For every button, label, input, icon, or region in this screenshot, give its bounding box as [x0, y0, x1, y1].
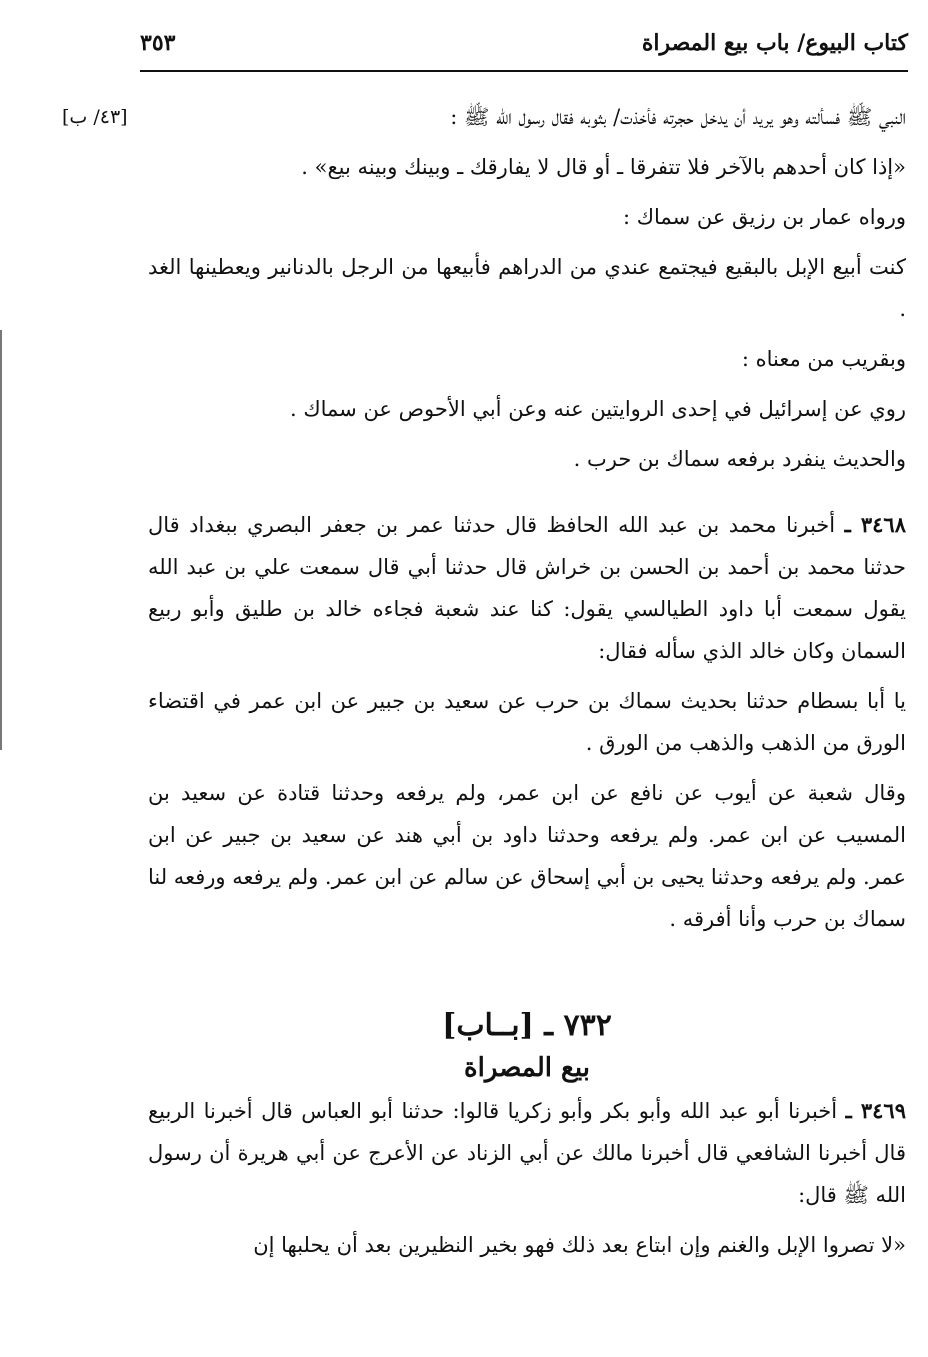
text-block-3 [148, 1090, 906, 1274]
text-block-2 [148, 504, 906, 948]
isnad-text: أخبرنا أبو عبد الله وأبو بكر وأبو زكريا قالوا: حدثنا أبو العباس قال أخبرنا الربيع قال أخبرنا الشافعي قال أخبرنا مالك عن أبي الزناد عن الأعرج عن أبي هريرة أن رسول الله ﷺ قال: [148, 1099, 906, 1207]
page-header [140, 28, 908, 72]
paragraph: وبقريب من معناه : [741, 347, 906, 371]
hadith-quote: «إذا كان أحدهم بالآخر فلا تتفرقا ـ أو قال لا يفارقك ـ وبينك وبينه بيع» . [301, 155, 906, 179]
hadith-number: ٣٤٦٨ ـ [844, 512, 906, 537]
paragraph: روي عن إسرائيل في إحدى الروايتين عنه وعن أبي الأحوص عن سماك . [289, 397, 906, 421]
scan-edge-line [0, 330, 2, 750]
chapter-heading [148, 1004, 906, 1088]
paragraph: ورواه عمار بن رزيق عن سماك : [622, 205, 906, 229]
chapter-subtitle: بيع المصراة [464, 1053, 590, 1083]
isnad-text: أخبرنا محمد بن عبد الله الحافظ قال حدثنا عمر بن جعفر البصري ببغداد قال حدثنا محمد بن أحمد بن الحسن بن خراش قال حدثنا أبي قال سمعت علي بن عبد الله يقول سمعت أبا داود الطيالسي يقول: كنا عند شعبة فجاءه خالد بن طليق وأبو ربيع السمان وكان خالد الذي سأله فقال: [148, 513, 906, 663]
paragraph: كنت أبيع الإبل بالبقيع فيجتمع عندي من الدراهم فأبيعها من الرجل بالدنانير ويعطينها الغد . [148, 255, 906, 321]
running-title: كتاب البيوع/ باب بيع المصراة [641, 30, 908, 56]
hadith-quote: «لا تصروا الإبل والغنم وإن ابتاع بعد ذلك فهو بخير النظيرين بعد أن يحلبها إن [253, 1233, 906, 1257]
page-number: ٣٥٣ [140, 30, 176, 56]
hadith-entry-3469 [148, 1090, 906, 1216]
paragraph: يا أبا بسطام حدثنا بحديث سماك بن حرب عن سعيد بن جبير عن ابن عمر في اقتضاء الورق من الذهب والذهب من الورق . [148, 689, 906, 755]
margin-folio-reference: [٤٣/ ب] [62, 106, 128, 128]
paragraph: وقال شعبة عن أيوب عن نافع عن ابن عمر، ولم يرفعه وحدثنا قتادة عن سعيد بن المسيب عن ابن عمر. ولم يرفعه وحدثنا داود بن أبي هند عن سعيد بن جبير عن ابن عمر. ولم يرفعه وحدثنا يحيى بن أبي إسحاق عن سالم عن ابن عمر. ولم يرفعه ورفعه لنا سماك بن حرب وأنا أفرقه . [148, 781, 906, 931]
paragraph: والحديث ينفرد برفعه سماك بن حرب . [573, 447, 906, 471]
chapter-title: ٧٣٢ ـ [بــاب] [442, 1008, 612, 1043]
hadith-entry-3468 [148, 504, 906, 672]
text-block-1 [148, 96, 906, 488]
hadith-number: ٣٤٦٩ ـ [845, 1098, 906, 1123]
paragraph: النبي ﷺ فسألته وهو يريد أن يدخل حجرته فأخذت/ بثوبه فقال رسول الله ﷺ : [450, 105, 906, 129]
